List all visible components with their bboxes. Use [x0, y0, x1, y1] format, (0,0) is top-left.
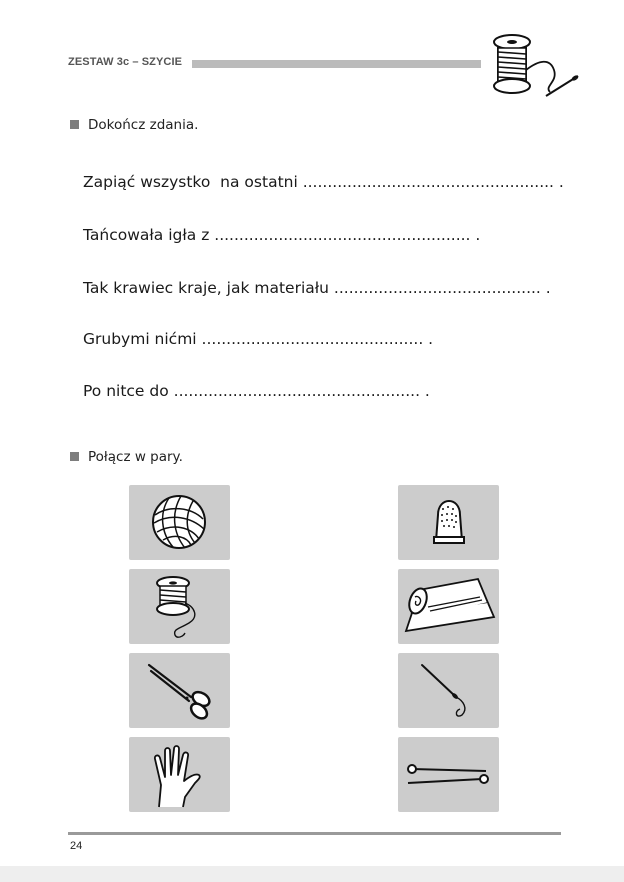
picture-tile-yarn[interactable] — [129, 485, 230, 560]
scissors-icon — [129, 653, 230, 728]
yarn-ball-icon — [129, 485, 230, 560]
hand-icon — [129, 737, 230, 812]
page-bottom-strip — [0, 866, 624, 882]
footer-line — [68, 832, 561, 835]
header-bar — [192, 60, 481, 68]
thread-spool-logo-icon — [484, 30, 584, 102]
sentence-1[interactable]: Zapiąć wszystko na ostatni ................................................... . — [83, 173, 564, 191]
picture-tile-thimble[interactable] — [398, 485, 499, 560]
fabric-roll-icon — [398, 569, 499, 644]
bullet-square — [70, 452, 79, 461]
bullet-square — [70, 120, 79, 129]
knitting-needles-icon — [398, 737, 499, 812]
instruction-complete-sentences — [70, 117, 198, 133]
page-number: 24 — [70, 840, 83, 852]
picture-tile-fabric[interactable] — [398, 569, 499, 644]
picture-tile-knitting-needles[interactable] — [398, 737, 499, 812]
picture-tile-scissors[interactable] — [129, 653, 230, 728]
picture-tile-hand[interactable] — [129, 737, 230, 812]
instruction-match-pairs — [70, 449, 183, 465]
thread-spool-icon — [129, 569, 230, 644]
sentence-4[interactable]: Grubymi nićmi ............................................. . — [83, 330, 434, 348]
instruction-text: Dokończ zdania. — [88, 117, 199, 133]
instruction-text: Połącz w pary. — [88, 449, 183, 465]
picture-tile-spool[interactable] — [129, 569, 230, 644]
thimble-icon — [398, 485, 499, 560]
needle-and-thread-icon — [398, 653, 499, 728]
sentence-3[interactable]: Tak krawiec kraje, jak materiału .......................................... . — [83, 279, 551, 297]
sentence-2[interactable]: Tańcowała igła z .................................................... . — [83, 226, 481, 244]
picture-tile-needle[interactable] — [398, 653, 499, 728]
sentence-5[interactable]: Po nitce do .................................................. . — [83, 382, 430, 400]
worksheet-title: ZESTAW 3c – SZYCIE — [68, 56, 183, 68]
